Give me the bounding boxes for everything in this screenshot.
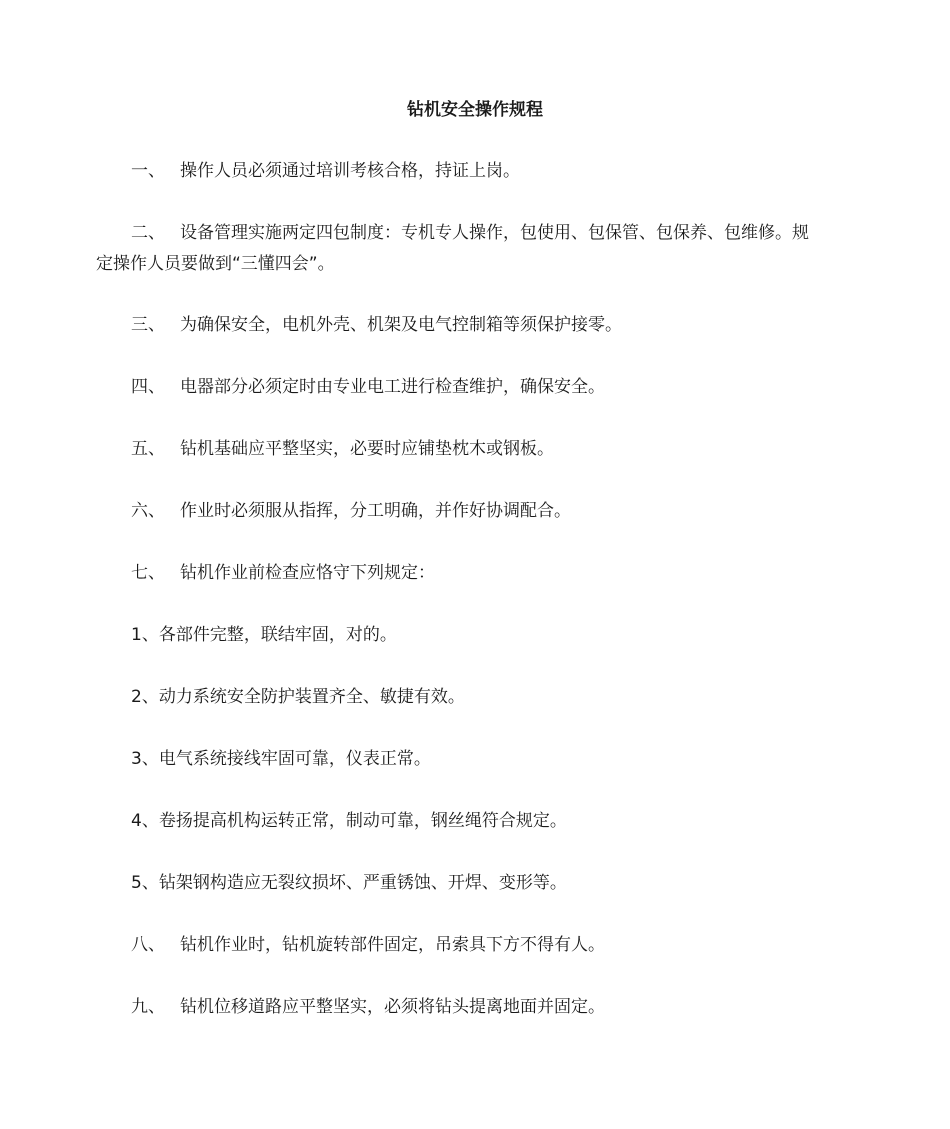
paragraph-number: 二、 <box>131 223 165 243</box>
paragraph-continuation: 定操作人员要做到“三懂四会”。 <box>96 254 335 274</box>
paragraph-1 <box>96 156 858 187</box>
sub-item-1 <box>96 620 858 651</box>
paragraph-number: 六、 <box>131 501 165 521</box>
paragraph-text: 钻机作业时，钻机旋转部件固定，吊索具下方不得有人。 <box>180 935 605 955</box>
paragraph-number: 四、 <box>131 377 165 397</box>
paragraph-number: 三、 <box>131 315 165 335</box>
sub-item-5 <box>96 868 858 899</box>
paragraph-number: 九、 <box>131 997 165 1017</box>
paragraph-text: 设备管理实施两定四包制度：专机专人操作，包使用、包保管、包保养、包维修。规 <box>180 223 809 243</box>
sub-item-text: 动力系统安全防护装置齐全、敏捷有效。 <box>158 687 465 707</box>
sub-item-text: 各部件完整，联结牢固，对的。 <box>158 625 397 645</box>
sub-item-4 <box>96 806 858 837</box>
paragraph-text: 操作人员必须通过培训考核合格，持证上岗。 <box>180 161 520 181</box>
paragraph-2 <box>96 218 858 280</box>
paragraph-number: 五、 <box>131 439 165 459</box>
paragraph-number: 七、 <box>131 563 165 583</box>
sub-item-number: 5、 <box>131 873 159 893</box>
paragraph-6 <box>96 496 858 527</box>
sub-item-text: 电气系统接线牢固可靠，仪表正常。 <box>158 749 431 769</box>
sub-item-text: 卷扬提高机构运转正常，制动可靠，钢丝绳符合规定。 <box>158 811 567 831</box>
paragraph-9 <box>96 992 858 1023</box>
sub-item-3 <box>96 744 858 775</box>
paragraph-4 <box>96 372 858 403</box>
sub-item-number: 3、 <box>131 749 159 769</box>
sub-item-2 <box>96 682 858 713</box>
paragraph-text: 钻机基础应平整坚实，必要时应铺垫枕木或钢板。 <box>180 439 554 459</box>
paragraph-number: 八、 <box>131 935 165 955</box>
paragraph-text: 作业时必须服从指挥，分工明确，并作好协调配合。 <box>180 501 571 521</box>
paragraph-text: 为确保安全，电机外壳、机架及电气控制箱等须保护接零。 <box>180 315 622 335</box>
sub-item-number: 2、 <box>131 687 159 707</box>
document-title: 钻机安全操作规程 <box>407 100 543 120</box>
paragraph-text: 钻机作业前检查应恪守下列规定： <box>180 563 435 583</box>
paragraph-number: 一、 <box>131 161 165 181</box>
paragraph-text: 电器部分必须定时由专业电工进行检查维护，确保安全。 <box>180 377 605 397</box>
paragraph-text: 钻机位移道路应平整坚实，必须将钻头提离地面并固定。 <box>180 997 605 1017</box>
sub-item-text: 钻架钢构造应无裂纹损坏、严重锈蚀、开焊、变形等。 <box>158 873 567 893</box>
paragraph-7 <box>96 558 858 589</box>
sub-item-number: 4、 <box>131 811 159 831</box>
paragraph-3 <box>96 310 858 341</box>
sub-item-number: 1、 <box>131 625 159 645</box>
paragraph-8 <box>96 930 858 961</box>
paragraph-5 <box>96 434 858 465</box>
